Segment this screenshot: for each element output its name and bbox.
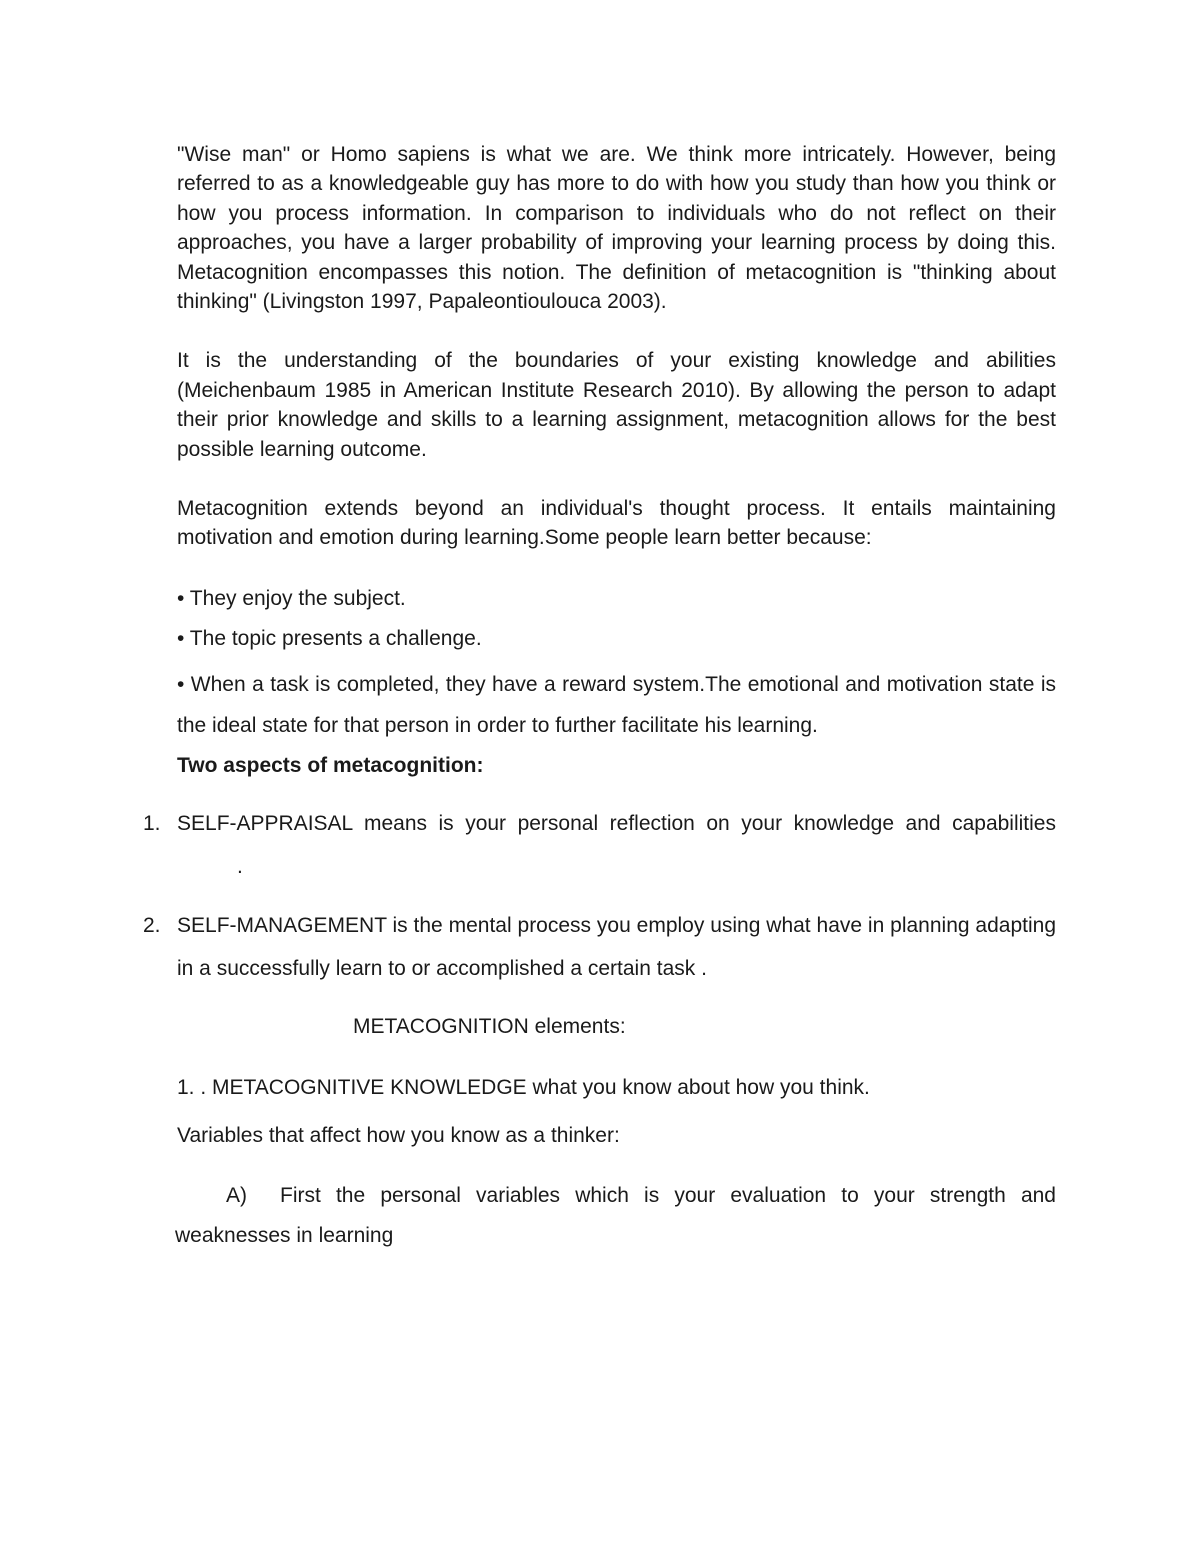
document-body [143,140,1056,1256]
bullet-item: • The topic presents a challenge. [177,626,482,650]
aspect-text: SELF-MANAGEMENT is the mental process you employ using what have in planning adapting in a successfully learn to or accomplished a certain task . [177,913,1056,980]
aspect-item-self-appraisal [143,802,1056,888]
aspect-trailing-period: . [237,854,243,878]
motivation-paragraph: Metacognition extends beyond an individual's thought process. It entails maintaining motivation and emotion during learning.Some people learn better because: [177,497,1056,550]
bullet-item: • When a task is completed, they have a reward system.The emotional and motivation state is the ideal state for that person in order to further facilitate his learning. [177,672,1056,737]
aspect-item-self-management [143,904,1056,990]
metacognitive-knowledge-item: 1. . METACOGNITIVE KNOWLEDGE what you know about how you think. [177,1075,870,1099]
variable-text: First the personal variables which is your evaluation to your strength and weaknesses in learning [175,1183,1056,1247]
aspect-text: SELF-APPRAISAL means is your personal reflection on your knowledge and capabilities [177,811,1056,835]
bullet-item: • They enjoy the subject. [177,586,406,610]
variable-item-a [175,1176,1056,1256]
variables-intro: Variables that affect how you know as a thinker: [177,1123,620,1147]
intro-paragraph: "Wise man" or Homo sapiens is what we are. We think more intricately. However, being referred to as a knowledgeable guy has more to do with how you study than how you think or how you process information. In comparison to individuals who do not reflect on their approaches, you have a larger probability of improving your learning process by doing this. Metacognition encompasses this notion. The definition of metacognition is "thinking about thinking" (Livingston 1997, Papaleontioulouca 2003). [177,143,1056,314]
aspects-heading: Two aspects of metacognition: [177,753,484,777]
list-number: 2. [143,913,161,937]
variable-label: A) [226,1183,247,1207]
elements-heading: METACOGNITION elements: [353,1014,626,1038]
knowledge-boundaries-paragraph: It is the understanding of the boundaries of your existing knowledge and abilities (Meichenbaum 1985 in American Institute Research 2010). By allowing the person to adapt their prior knowledge and skills to a learning assignment, metacognition allows for the best possible learning outcome. [177,349,1056,461]
list-number: 1. [143,811,161,835]
